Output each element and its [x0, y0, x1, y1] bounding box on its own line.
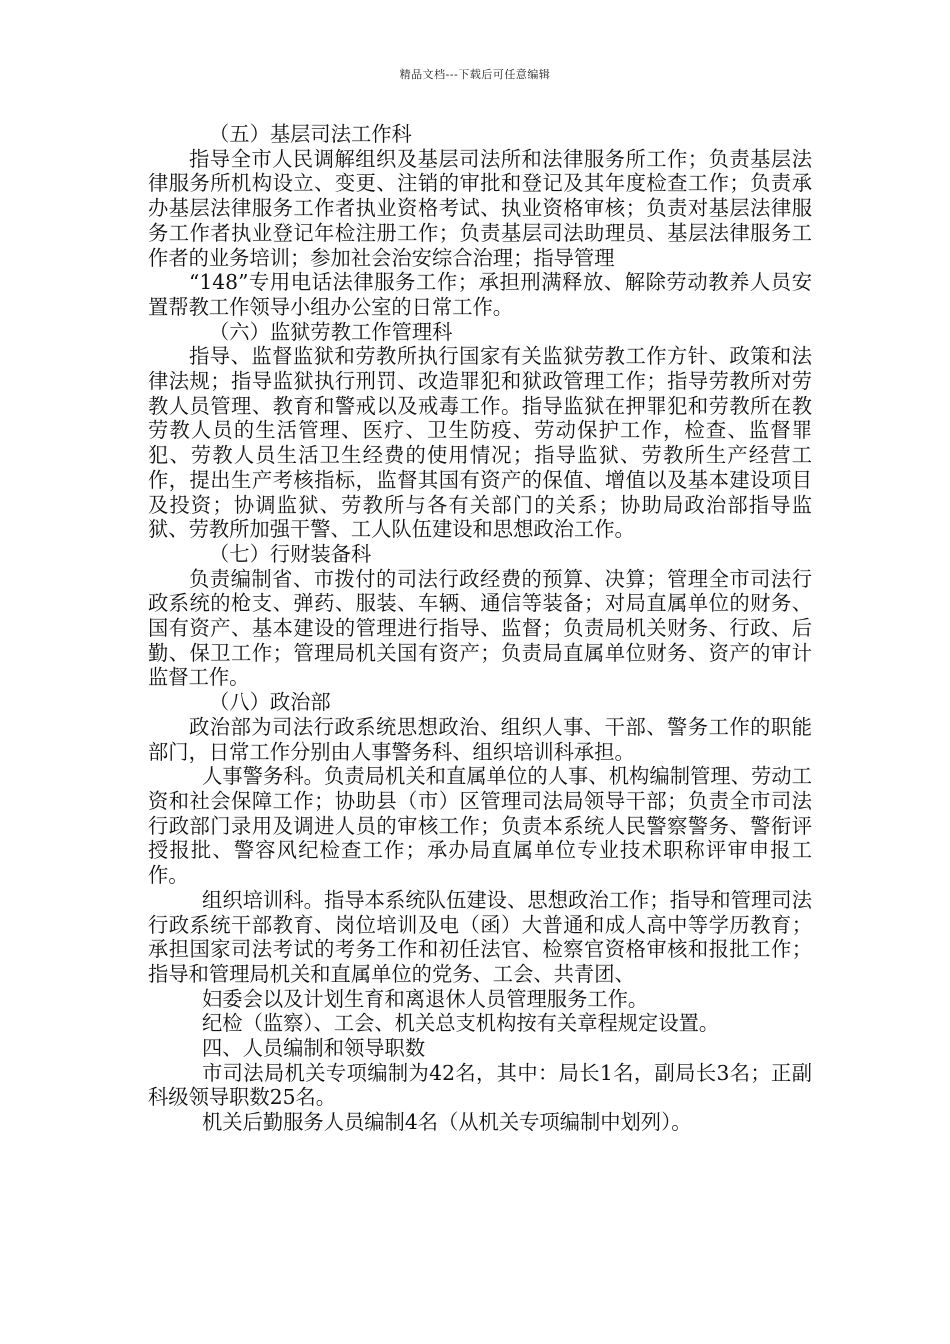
paragraph: 人事警务科。负责局机关和直属单位的人事、机构编制管理、劳动工资和社会保障工作；协助县（市）区管理司法局领导干部；负责全市司法行政部门录用及调进人员的审核工作；负责本系统人民警察警务、警衔评授报批、警容风纪检查工作；承办局直属单位专业技术职称评审申报工作。	[148, 764, 812, 888]
paragraph: 政治部为司法行政系统思想政治、组织人事、干部、警务工作的职能部门，日常工作分别由人事警务科、组织培训科承担。	[148, 714, 812, 764]
page-header: 精品文档---下载后可任意编辑	[399, 68, 551, 81]
section-heading-6: （六）监狱劳教工作管理科	[209, 319, 453, 344]
paragraph: 机关后勤服务人员编制4名（从机关专项编制中划列）。	[202, 1110, 692, 1135]
paragraph: 市司法局机关专项编制为42名，其中：局长1名，副局长3名；正副科级领导职数25名。	[148, 1060, 812, 1110]
section-heading-5: （五）基层司法工作科	[209, 122, 412, 146]
paragraph: 纪检（监察）、工会、机关总支机构按有关章程规定设置。	[202, 1011, 720, 1036]
paragraph: 指导、监督监狱和劳教所执行国家有关监狱劳教工作方针、政策和法律法规；指导监狱执行刑罚、改造罪犯和狱政管理工作；指导劳教所对劳教人员管理、教育和警戒以及戒毒工作。指导监狱在押罪犯和劳教所在教劳教人员的生活管理、医疗、卫生防疫、劳动保护工作，检查、监督罪犯、劳教人员生活卫生经费的使用情况；指导监狱、劳教所生产经营工作，提出生产考核指标，监督其国有资产的保值、增值以及基本建设项目及投资；协调监狱、劳教所与各有关部门的关系；协助局政治部指导监狱、劳教所加强干警、工人队伍建设和思想政治工作。	[148, 344, 812, 542]
section-heading-staffing: 四、人员编制和领导职数	[202, 1036, 426, 1061]
document-body	[148, 122, 812, 1135]
paragraph: 组织培训科。指导本系统队伍建设、思想政治工作；指导和管理司法行政系统干部教育、岗位培训及电（函）大普通和成人高中等学历教育；承担国家司法考试的考务工作和初任法官、检察官资格审核和报批工作；指导和管理局机关和直属单位的党务、工会、共青团、	[148, 887, 812, 986]
section-heading-8: （八）政治部	[209, 690, 331, 715]
paragraph: 负责编制省、市拨付的司法行政经费的预算、决算；管理全市司法行政系统的枪支、弹药、服装、车辆、通信等装备；对局直属单位的财务、国有资产、基本建设的管理进行指导、监督；负责局机关财务、行政、后勤、保卫工作；管理局机关国有资产；负责局直属单位财务、资产的审计监督工作。	[148, 566, 812, 690]
paragraph: 指导全市人民调解组织及基层司法所和法律服务所工作；负责基层法律服务所机构设立、变更、注销的审批和登记及其年度检查工作；负责承办基层法律服务工作者执业资格考试、执业资格审核；负责对基层法律服务工作者执业登记年检注册工作；负责基层司法助理员、基层法律服务工作者的业务培训；参加社会治安综合治理；指导管理	[148, 146, 812, 270]
paragraph: 妇委会以及计划生育和离退休人员管理服务工作。	[202, 986, 649, 1011]
paragraph: “148”专用电话法律服务工作；承担刑满释放、解除劳动教养人员安置帮教工作领导小组办公室的日常工作。	[148, 270, 812, 319]
section-heading-7: （七）行财装备科	[209, 541, 372, 566]
